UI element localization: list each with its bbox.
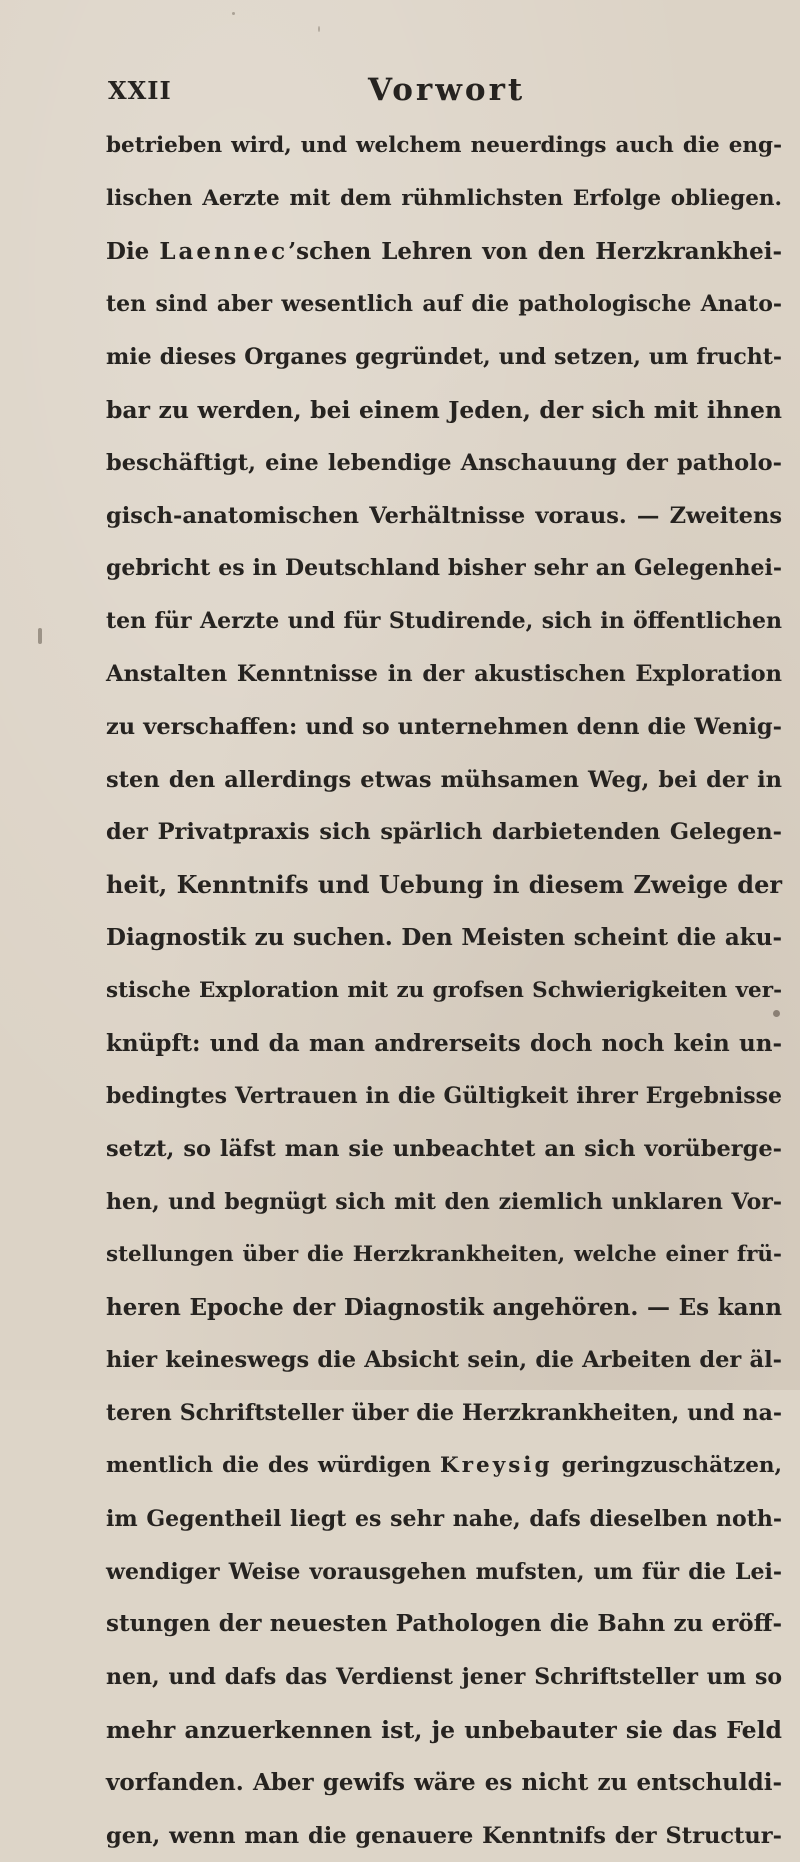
text-line: gen, wenn man die genauere Kenntnifs der Structur- [106, 1810, 782, 1862]
paper-speck [318, 26, 320, 32]
text-line: bedingtes Vertrauen in die Gültigkeit ihrer Ergebnisse [106, 1070, 782, 1123]
text-line: gisch-anatomischen Verhältnisse voraus. — Zweitens [106, 490, 782, 543]
text-line: hen, und begnügt sich mit den ziemlich unklaren Vor- [106, 1176, 782, 1229]
emphasized-name: Laennec [159, 238, 288, 265]
text-line: setzt, so läfst man sie unbeachtet an sich vorüberge- [106, 1123, 782, 1176]
text-line: beschäftigt, eine lebendige Anschauung der patholo- [106, 437, 782, 490]
text-line: bar zu werden, bei einem Jeden, der sich mit ihnen [106, 384, 782, 437]
paper-speck [232, 12, 235, 15]
text-line: gebricht es in Deutschland bisher sehr an Gelegenhei- [106, 542, 782, 595]
text-line: Diagnostik zu suchen. Den Meisten scheint die aku- [106, 912, 782, 965]
text-line: wendiger Weise vorausgehen mufsten, um für die Lei- [106, 1546, 782, 1599]
text-line: betrieben wird, und welchem neuerdings auch die eng- [106, 120, 782, 173]
body-text [106, 120, 782, 1862]
paper-speck [38, 628, 42, 644]
text-line: im Gegentheil liegt es sehr nahe, dafs dieselben noth- [106, 1493, 782, 1546]
paper-speck [773, 1010, 780, 1017]
text-line: Anstalten Kenntnisse in der akustischen Exploration [106, 648, 782, 701]
text-line: stische Exploration mit zu grofsen Schwierigkeiten ver- [106, 965, 782, 1018]
page-header [108, 72, 688, 112]
text-line: vorfanden. Aber gewifs wäre es nicht zu entschuldi- [106, 1757, 782, 1810]
text-line: stungen der neuesten Pathologen die Bahn zu eröff- [106, 1598, 782, 1651]
text-line: mie dieses Organes gegründet, und setzen, um frucht- [106, 331, 782, 384]
running-title: Vorwort [368, 72, 525, 108]
text-line: Die Laennec’schen Lehren von den Herzkrankhei- [106, 226, 782, 279]
text-line: stellungen über die Herzkrankheiten, welche einer frü- [106, 1229, 782, 1282]
text-line: hier keineswegs die Absicht sein, die Arbeiten der äl- [106, 1334, 782, 1387]
text-line: sten den allerdings etwas mühsamen Weg, bei der in [106, 754, 782, 807]
text-line: heit, Kenntnifs und Uebung in diesem Zweige der [106, 859, 782, 912]
text-line: ten sind aber wesentlich auf die pathologische Anato- [106, 278, 782, 331]
text-line: knüpft: und da man andrerseits doch noch kein un- [106, 1018, 782, 1071]
text-line: teren Schriftsteller über die Herzkrankheiten, und na- [106, 1387, 782, 1440]
text-line: mehr anzuerkennen ist, je unbebauter sie das Feld [106, 1704, 782, 1757]
emphasized-name: Kreysig [440, 1453, 553, 1478]
text-line: nen, und dafs das Verdienst jener Schriftsteller um so [106, 1651, 782, 1704]
text-line: lischen Aerzte mit dem rühmlichsten Erfolge obliegen. [106, 173, 782, 226]
text-line: heren Epoche der Diagnostik angehören. — Es kann [106, 1282, 782, 1335]
text-line: mentlich die des würdigen Kreysig geringzuschätzen, [106, 1440, 782, 1493]
text-line: zu verschaffen: und so unternehmen denn die Wenig- [106, 701, 782, 754]
text-line: der Privatpraxis sich spärlich darbietenden Gelegen- [106, 806, 782, 859]
page-number: XXII [108, 76, 172, 105]
text-line: ten für Aerzte und für Studirende, sich in öffentlichen [106, 595, 782, 648]
